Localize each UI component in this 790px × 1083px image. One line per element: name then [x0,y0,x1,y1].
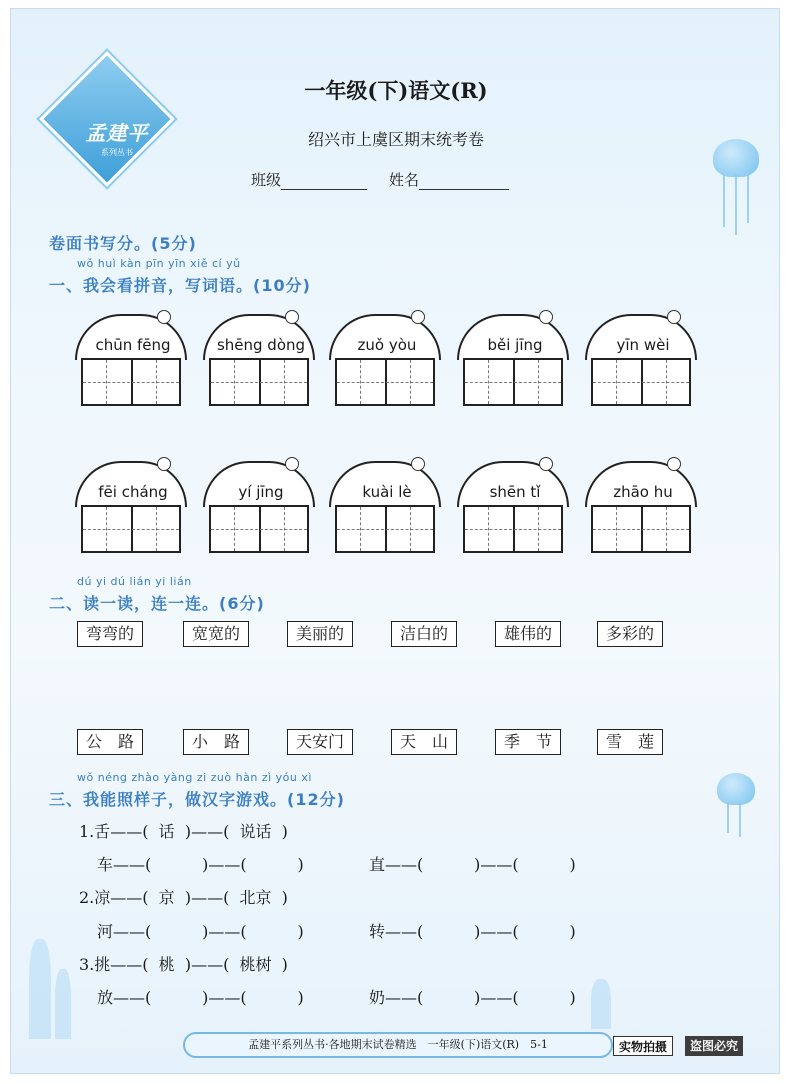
writing-grid[interactable] [335,358,435,406]
section2-heading: 二、读一读，连一连。(6分) [49,594,265,613]
writing-grid[interactable] [81,505,181,553]
word-house [203,461,315,553]
house-pinyin: kuài lè [362,483,412,501]
section-handwriting-heading: 卷面书写分。(5分) [49,234,197,253]
house-roof [585,314,697,360]
photo-tag: 实物拍摄 [613,1036,673,1056]
answer-line[interactable]: 转——( )——( ) [369,922,576,941]
match-word-bottom[interactable]: 季 节 [495,729,561,755]
writing-grid[interactable] [591,505,691,553]
jellyfish-decoration [717,773,755,805]
name-label: 姓名 [389,171,420,189]
page-title: 一年级(下)语文(R) [304,78,488,103]
house-roof [457,461,569,507]
example-line-1: 1.舌——( 话 )——( 说话 ) [79,822,288,841]
match-word-top[interactable]: 洁白的 [391,621,457,647]
house-pinyin: zuǒ yòu [357,336,417,354]
house-roof [457,314,569,360]
class-label: 班级 [251,171,282,189]
jellyfish-tentacle [735,175,737,235]
match-word-top[interactable]: 雄伟的 [495,621,561,647]
flower-icon [285,310,299,324]
word-house [203,314,315,406]
example-line-2: 2.凉——( 京 )——( 北京 ) [79,888,288,907]
house-roof [75,314,187,360]
flower-icon [157,310,171,324]
match-word-top[interactable]: 美丽的 [287,621,353,647]
house-roof [329,314,441,360]
name-field[interactable] [389,169,509,190]
answer-line[interactable]: 车——( )——( ) [97,855,304,874]
writing-grid[interactable] [209,358,309,406]
writing-grid[interactable] [335,505,435,553]
writing-grid[interactable] [463,505,563,553]
jellyfish-tentacle [739,803,741,837]
house-pinyin: chūn fēng [95,336,171,354]
class-field[interactable] [251,169,367,190]
house-pinyin: yīn wèi [616,336,670,354]
word-house [75,314,187,406]
word-house [585,314,697,406]
house-pinyin: fēi cháng [98,483,168,501]
word-house [457,461,569,553]
word-house [329,461,441,553]
flower-icon [411,457,425,471]
copyright-tag: 盗图必究 [685,1036,743,1056]
writing-grid[interactable] [209,505,309,553]
page-subtitle: 绍兴市上虞区期末统考卷 [307,130,484,149]
house-pinyin: shēn tǐ [489,483,541,501]
section1-pinyin: wǒ huì kàn pīn yīn xiě cí yǔ [77,257,241,270]
match-word-top[interactable]: 弯弯的 [77,621,143,647]
match-word-bottom[interactable]: 天 山 [391,729,457,755]
answer-line[interactable]: 奶——( )——( ) [369,988,576,1007]
flower-icon [411,310,425,324]
word-house [457,314,569,406]
flower-icon [539,457,553,471]
house-pinyin: yí jīng [238,483,284,501]
jellyfish-tentacle [747,175,749,223]
match-word-top[interactable]: 多彩的 [597,621,663,647]
seaweed-decoration [29,939,51,1039]
word-house [75,461,187,553]
footer-band: 孟建平系列丛书·各地期末试卷精选 一年级(下)语文(R) 5-1 [183,1032,613,1058]
house-pinyin: běi jīng [487,336,543,354]
name-blank[interactable] [419,172,509,190]
house-roof [203,461,315,507]
flower-icon [157,457,171,471]
match-word-bottom[interactable]: 天安门 [287,729,353,755]
writing-grid[interactable] [463,358,563,406]
exam-page [10,8,780,1074]
house-roof [203,314,315,360]
house-roof [585,461,697,507]
house-pinyin: shēng dòng [216,336,306,354]
seaweed-decoration [55,969,71,1039]
section2-pinyin: dú yi dú lián yi lián [77,575,192,588]
house-roof [75,461,187,507]
match-word-bottom[interactable]: 小 路 [183,729,249,755]
section1-heading: 一、我会看拼音，写词语。(10分) [49,276,311,295]
class-blank[interactable] [281,172,367,190]
match-word-top[interactable]: 宽宽的 [183,621,249,647]
writing-grid[interactable] [591,358,691,406]
brand-logo-subtext: 系列丛书 [101,148,133,157]
writing-grid[interactable] [81,358,181,406]
word-house [329,314,441,406]
section3-heading: 三、我能照样子，做汉字游戏。(12分) [49,790,345,809]
match-word-bottom[interactable]: 雪 莲 [597,729,663,755]
flower-icon [285,457,299,471]
house-roof [329,461,441,507]
word-house [585,461,697,553]
match-word-bottom[interactable]: 公 路 [77,729,143,755]
jellyfish-tentacle [727,803,729,833]
section3-pinyin: wǒ néng zhào yàng zi zuò hàn zì yóu xì [77,771,312,784]
answer-line[interactable]: 放——( )——( ) [97,988,304,1007]
flower-icon [667,310,681,324]
answer-line[interactable]: 河——( )——( ) [97,922,304,941]
jellyfish-tentacle [723,175,725,227]
answer-line[interactable]: 直——( )——( ) [369,855,576,874]
flower-icon [667,457,681,471]
seaweed-decoration [591,979,611,1029]
flower-icon [539,310,553,324]
example-line-3: 3.挑——( 桃 )——( 桃树 ) [79,955,288,974]
house-pinyin: zhāo hu [613,483,673,501]
brand-logo-text: 孟建平 [85,121,149,145]
